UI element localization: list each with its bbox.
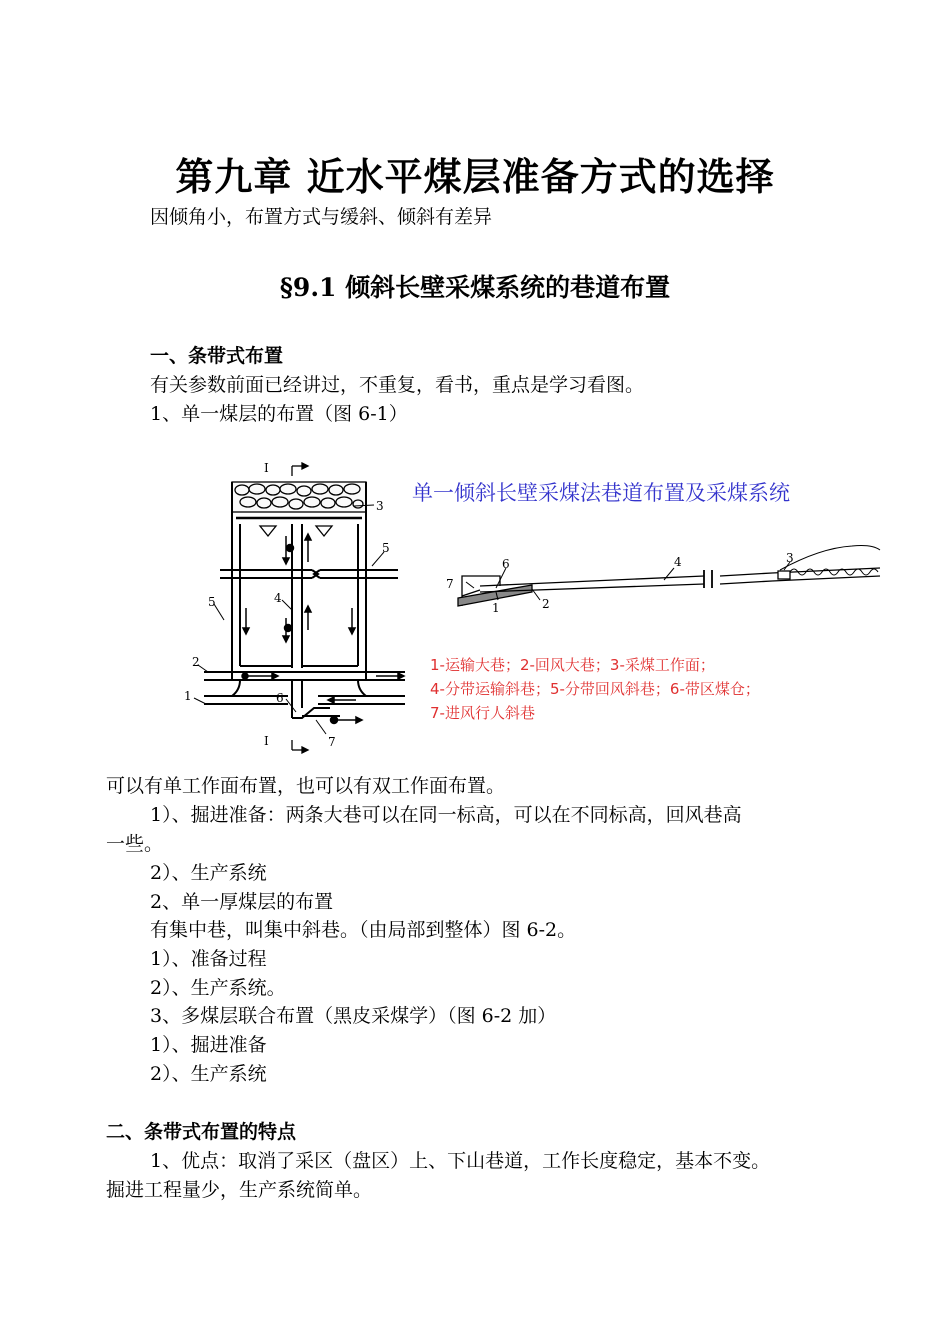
section-title: §9.1 倾斜长壁采煤系统的巷道布置 [279, 273, 671, 302]
body-line-7: 2）、生产系统。 [150, 977, 286, 999]
profile-view [458, 546, 880, 607]
body-line-1: 可以有单工作面布置，也可以有双工作面布置。 [106, 775, 506, 797]
profile-label-6: 6 [502, 557, 510, 571]
figure-legend-line1: 1-运输大巷；2-回风大巷；3-采煤工作面； [430, 656, 715, 674]
body-line-10: 2）、生产系统 [150, 1063, 267, 1085]
figure-roadway-layout [180, 458, 900, 758]
figure-title: 单一倾斜长壁采煤法巷道布置及采煤系统 [412, 481, 790, 505]
plan-label-3: 3 [376, 499, 384, 513]
plan-label-2: 2 [192, 655, 200, 669]
figure-legend-line2: 4-分带运输斜巷；5-分带回风斜巷；6-带区煤仓； [430, 680, 760, 698]
plan-label-5b: 5 [382, 541, 390, 555]
body-line-4: 2、单一厚煤层的布置 [150, 891, 334, 913]
profile-label-3: 3 [786, 551, 794, 565]
body-line-2a: 1）、掘进准备：两条大巷可以在同一标高，可以在不同标高，回风巷高 [150, 804, 742, 826]
profile-label-4: 4 [674, 555, 682, 569]
body-line-8: 3、多煤层联合布置（黑皮采煤学）（图 6-2 加） [150, 1005, 557, 1027]
goaf-zone [232, 482, 366, 512]
body-line-9: 1）、掘进准备 [150, 1034, 267, 1056]
plan-label-1: 1 [184, 689, 192, 703]
face-arrows [260, 526, 332, 536]
part2-line-2: 掘进工程量少，生产系统简单。 [106, 1179, 373, 1201]
plan-section-mark-top: I [264, 461, 269, 475]
part1-intro: 有关参数前面已经讲过，不重复，看书，重点是学习看图。 [150, 374, 645, 396]
plan-label-4: 4 [274, 591, 282, 605]
part2-line-1: 1、优点：取消了采区（盘区）上、下山巷道，工作长度稳定，基本不变。 [150, 1150, 771, 1172]
part1-item1: 1、单一煤层的布置（图 6-1） [150, 403, 408, 425]
chapter-subtitle: 因倾角小，布置方式与缓斜、倾斜有差异 [150, 206, 493, 228]
plan-section-mark-bottom: I [264, 734, 269, 748]
plan-label-5a: 5 [208, 595, 216, 609]
body-line-2b: 一些。 [106, 833, 164, 855]
part1-heading: 一、条带式布置 [150, 345, 284, 367]
body-line-3: 2）、生产系统 [150, 862, 267, 884]
profile-label-1: 1 [492, 601, 500, 615]
plan-label-6: 6 [276, 691, 284, 705]
chapter-title: 第九章 近水平煤层准备方式的选择 [175, 154, 775, 199]
figure-legend-line3: 7-进风行人斜巷 [430, 704, 535, 722]
part2-heading: 二、条带式布置的特点 [106, 1121, 297, 1143]
body-line-5: 有集中巷，叫集中斜巷。（由局部到整体）图 6-2。 [150, 919, 577, 941]
profile-label-2: 2 [542, 597, 550, 611]
plan-label-7: 7 [328, 735, 336, 749]
profile-label-7: 7 [446, 577, 454, 591]
body-line-6: 1）、准备过程 [150, 948, 267, 970]
plan-view [204, 466, 405, 750]
